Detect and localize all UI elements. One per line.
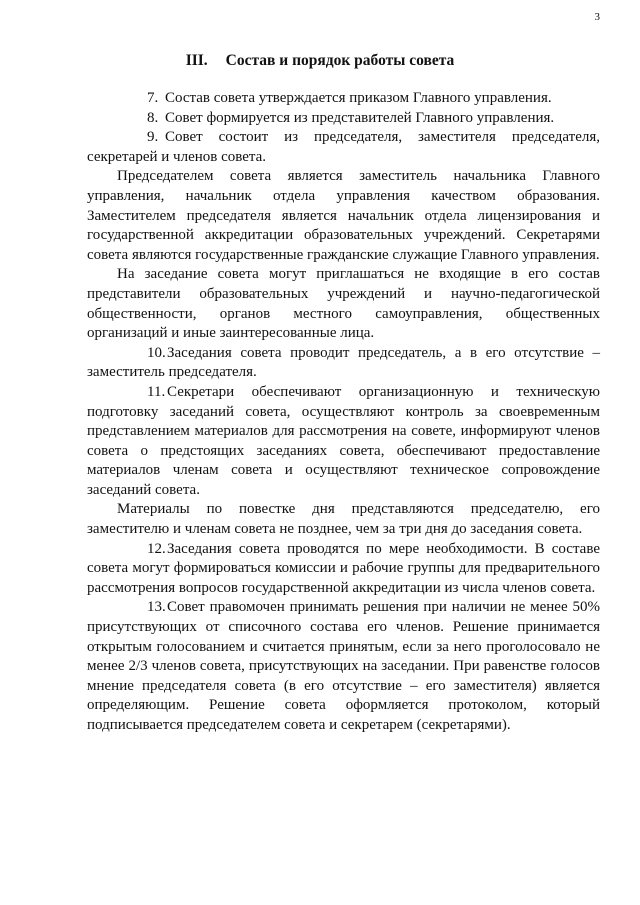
paragraph-number: 9. [147,129,159,146]
paragraph-materials: Материалы по повестке дня представляются председателю, его заместителю и членам совета не позднее, чем за три дня до заседания совета. [87,501,600,538]
paragraph-text: Совет формируется из представителей Главного управления. [165,109,555,126]
paragraph-number: 11. [147,383,166,400]
paragraph-8 [87,109,600,129]
paragraph-text: Совет состоит из председателя, заместителя председателя, секретарей и членов совета. [87,129,600,165]
paragraph-invited: На заседание совета могут приглашаться не входящие в его состав представители образовательных учреждений и научно-педагогической общественности, органов местного самоуправления, общественных организаций и иные заинтересованные лица. [87,266,600,342]
paragraph-text: Секретари обеспечивают организационную и техническую подготовку заседаний совета, осуществляют контроль за своевременным представлением материалов для рассмотрения на совете, информируют членов совета о предстоящих заседаниях совета, обеспечивают предоставление материалов членам совета и осуществляют техническое сопровождение заседаний совета. [87,383,600,498]
paragraph-text: Заседания совета проводит председатель, а в его отсутствие – заместитель председателя. [87,344,600,381]
paragraph-10 [87,344,600,383]
paragraph-11 [87,383,600,501]
page-number: 3 [594,11,600,23]
paragraph-number: 7. [147,90,159,106]
section-number: III. [185,52,208,69]
paragraph-number: 10. [147,344,166,361]
paragraph-chairman: Председателем совета является заместитель начальника Главного управления, начальник отдела управления качеством образования. Заместителем председателя является начальник отдела лицензирования и государственной аккредитации образовательных учреждений. Секретарями совета являются государственные гражданские служащие Главного управления. [87,168,600,263]
section-heading [0,51,640,71]
section-title: Состав и порядок работы совета [225,52,455,69]
paragraph-text: Заседания совета проводятся по мере необходимости. В составе совета могут формироваться комиссии и рабочие группы для предварительного рассмотрения вопросов государственной аккредитации из числа членов совета. [87,540,600,596]
paragraph-7 [87,89,600,109]
paragraph-number: 8. [147,109,159,126]
document-body [87,89,600,736]
paragraph-number: 13. [147,599,166,616]
paragraph-text: Совет правомочен принимать решения при наличии не менее 50% присутствующих от списочного состава его членов. Решение принимается открытым голосованием и считается принятым, если за него проголосовало не менее 2/3 членов совета, присутствующих на заседании. При равенстве голосов мнение председателя совета (в его отсутствие – его заместителя) является определяющим. Решение совета оформляется протоколом, который подписывается председателем совета и секретарем (секретарями). [87,599,600,733]
paragraph-9 [87,128,600,167]
paragraph-13 [87,598,600,735]
paragraph-text: Состав совета утверждается приказом Главного управления. [165,90,552,106]
paragraph-12 [87,540,600,599]
paragraph-number: 12. [147,540,166,557]
